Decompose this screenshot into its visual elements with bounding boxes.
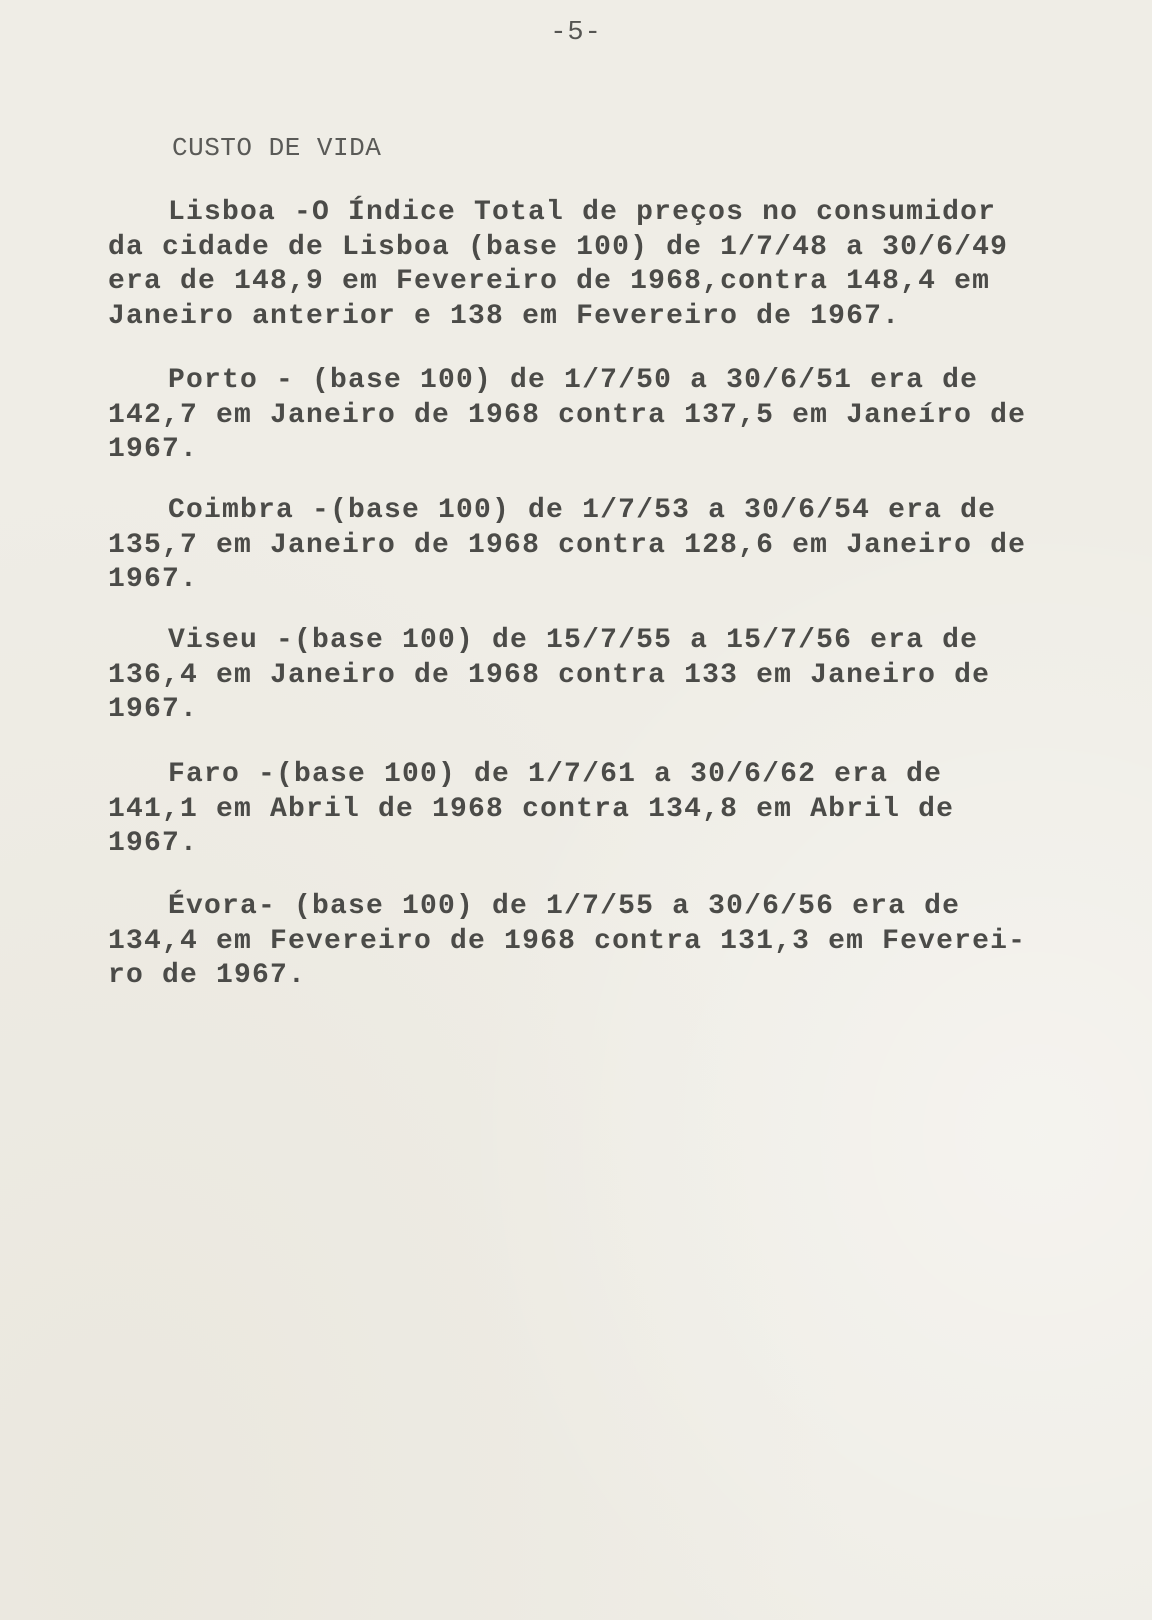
paragraph-line: 1967. xyxy=(108,434,199,465)
paragraph-line: Coimbra -(base 100) de 1/7/53 a 30/6/54 era de xyxy=(168,495,997,526)
paragraph-line: era de 148,9 em Fevereiro de 1968,contra 148,4 em xyxy=(108,266,991,297)
paragraph-line: ro de 1967. xyxy=(108,960,307,991)
page-number: -5- xyxy=(550,18,602,48)
paragraph-line: Viseu -(base 100) de 15/7/55 a 15/7/56 era de xyxy=(168,625,979,656)
paragraph-line: 136,4 em Janeiro de 1968 contra 133 em Janeiro de xyxy=(108,659,991,691)
paragraph-line: Lisboa -O Índice Total de preços no consumidor xyxy=(168,197,997,228)
paragraph-faro xyxy=(108,758,1128,862)
paragraph-porto xyxy=(108,364,1128,468)
paragraph-evora xyxy=(108,890,1128,994)
paragraph-line: 134,4 em Fevereiro de 1968 contra 131,3 em Feverei- xyxy=(108,925,1027,957)
section-title: CUSTO DE VIDA xyxy=(172,133,382,163)
paragraph-line: 1967. xyxy=(108,694,199,725)
paragraph-line: Porto - (base 100) de 1/7/50 a 30/6/51 era de xyxy=(168,365,979,396)
paragraph-coimbra xyxy=(108,494,1128,598)
paragraph-line: 1967. xyxy=(108,564,199,595)
paragraph-line: 1967. xyxy=(108,828,199,859)
paragraph-line: Faro -(base 100) de 1/7/61 a 30/6/62 era de xyxy=(168,759,943,790)
paragraph-line: Évora- (base 100) de 1/7/55 a 30/6/56 era de xyxy=(168,891,961,922)
paragraph-line: 141,1 em Abril de 1968 contra 134,8 em Abril de xyxy=(108,793,955,825)
paragraph-line: 135,7 em Janeiro de 1968 contra 128,6 em Janeiro de xyxy=(108,529,1027,561)
paragraph-line: da cidade de Lisboa (base 100) de 1/7/48 a 30/6/49 xyxy=(108,231,1009,263)
paragraph-lisboa xyxy=(108,196,1128,334)
paragraph-line: Janeiro anterior e 138 em Fevereiro de 1967. xyxy=(108,300,901,332)
paragraph-line: 142,7 em Janeiro de 1968 contra 137,5 em Janeíro de xyxy=(108,399,1027,431)
paragraph-viseu xyxy=(108,624,1128,728)
